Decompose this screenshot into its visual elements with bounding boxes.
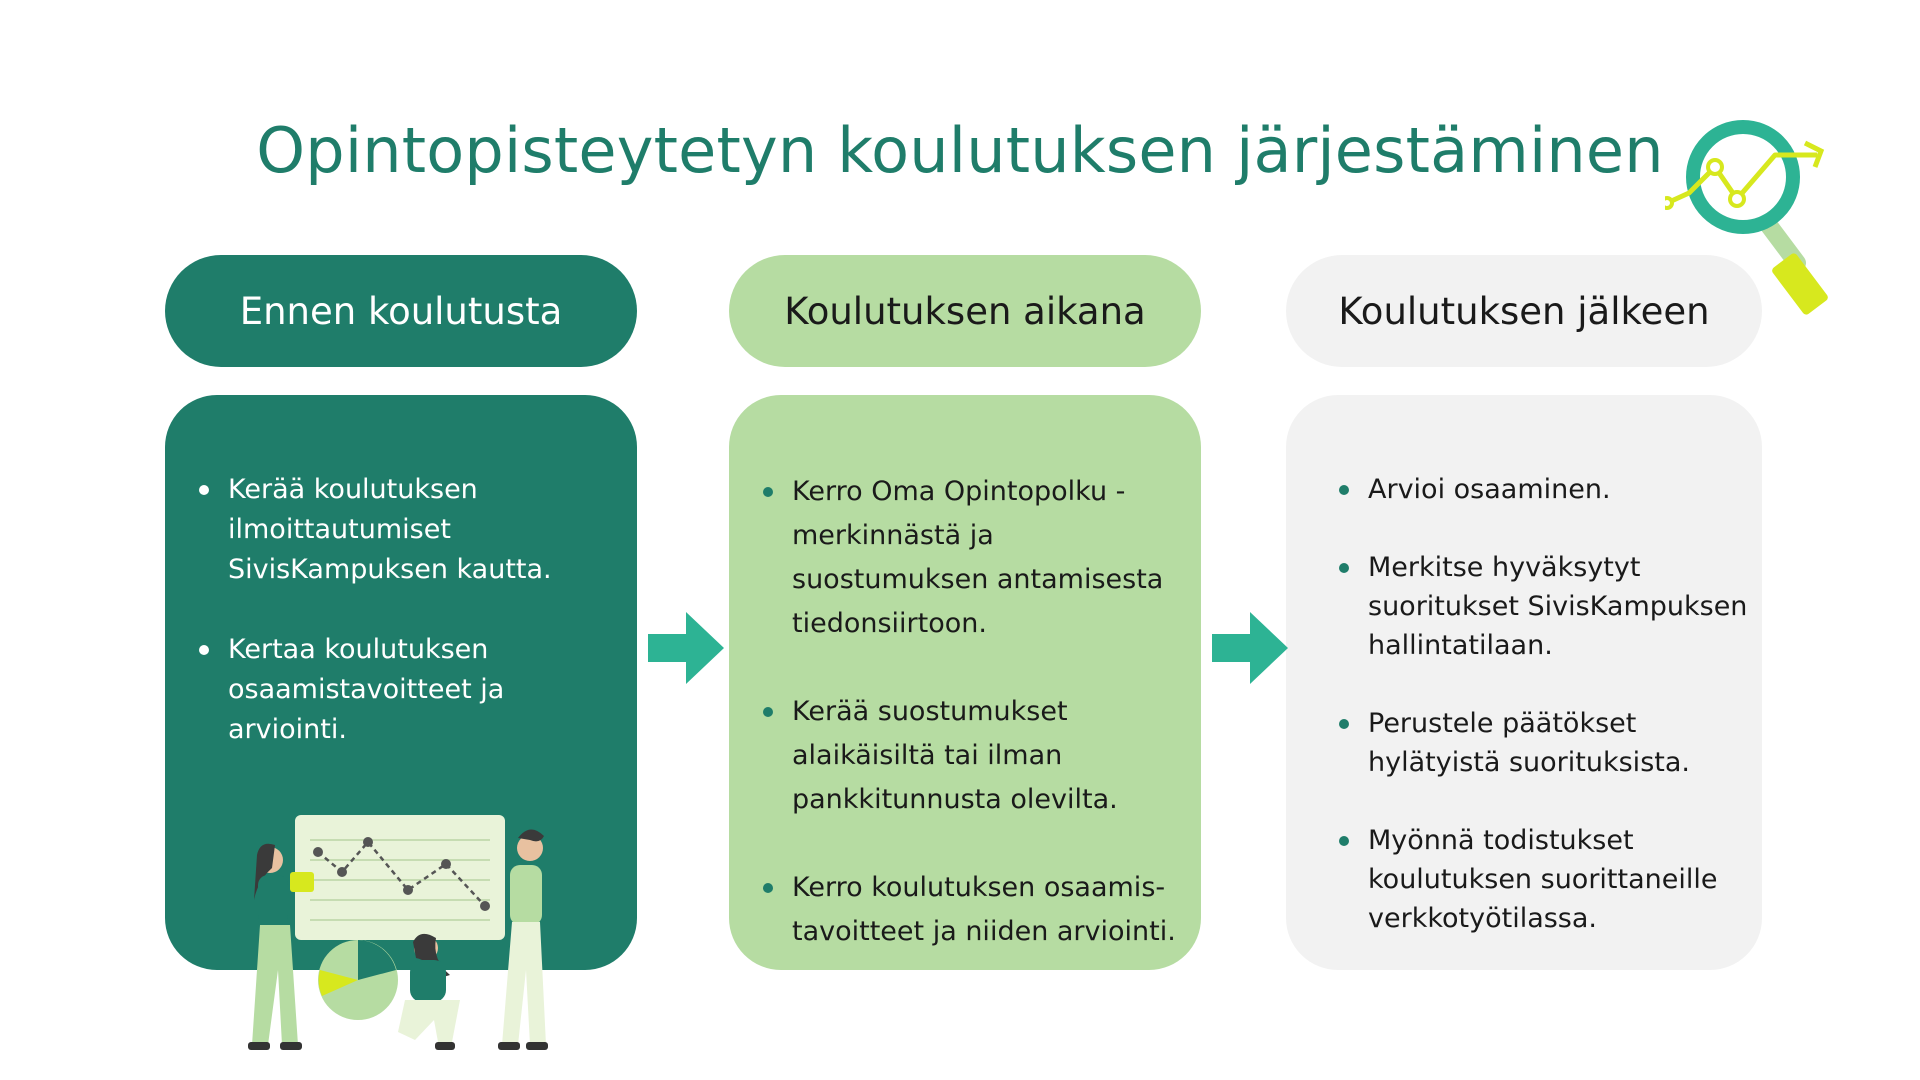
header-during-training [729,255,1201,367]
list-item: Kerro koulutuksen osaamis-tavoitteet ja niiden arviointi. [792,866,1192,954]
list-during-training [792,470,1192,998]
header-label: Koulutuksen aikana [784,289,1146,333]
list-item: Kerro Oma Opintopolku -merkinnästä ja suostumuksen antamisesta tiedonsiirtoon. [792,470,1192,646]
page-title: Opintopisteytetyn koulutuksen järjestäminen [256,113,1664,187]
list-item: Perustele päätökset hylätyistä suorituksista. [1368,704,1748,782]
list-item: Arvioi osaaminen. [1368,470,1748,509]
list-before-training [228,470,608,790]
header-before-training [165,255,637,367]
list-after-training [1368,470,1748,977]
list-item: Myönnä todistukset koulutuksen suorittaneille verkkotyötilassa. [1368,821,1748,938]
magnifier-chart-icon [1665,115,1845,315]
header-label: Koulutuksen jälkeen [1338,289,1710,333]
list-item: Merkitse hyväksytyt suoritukset SivisKampuksen hallintatilaan. [1368,548,1748,665]
list-item: Kertaa koulutuksen osaamistavoitteet ja arviointi. [228,630,608,750]
arrow-right-icon [648,612,724,684]
people-with-chart-illustration [230,810,570,1070]
header-label: Ennen koulutusta [239,289,563,333]
arrow-right-icon [1212,612,1288,684]
panel-after-training [1286,395,1762,970]
list-item: Kerää koulutuksen ilmoittautumiset SivisKampuksen kautta. [228,470,608,590]
list-item: Kerää suostumukset alaikäisiltä tai ilman pankkitunnusta olevilta. [792,690,1192,822]
panel-during-training [729,395,1201,970]
